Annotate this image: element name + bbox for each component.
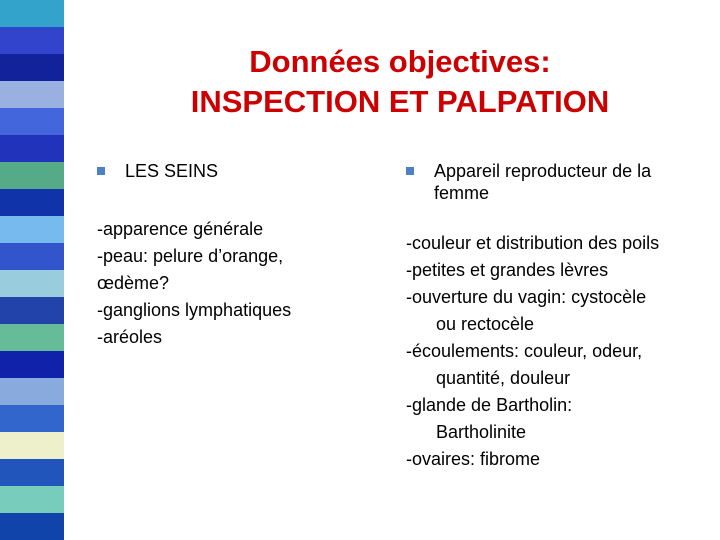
stripe-block (0, 81, 64, 108)
list-item-continuation: ou rectocèle (436, 314, 535, 334)
list-item: -ouverture du vagin: cystocèle (406, 287, 647, 307)
stripe-block (0, 432, 64, 459)
title-line-2: INSPECTION ET PALPATION (190, 84, 610, 119)
stripe-block (0, 513, 64, 540)
stripe-block (0, 378, 64, 405)
stripe-block (0, 27, 64, 54)
list-item: -ganglions lymphatiques (97, 300, 292, 320)
left-column (97, 160, 377, 351)
list-item: -glande de Bartholin: (406, 395, 573, 415)
stripe-block (0, 351, 64, 378)
stripe-block (0, 270, 64, 297)
decorative-stripe (0, 0, 64, 540)
list-item: œdème? (97, 273, 170, 293)
left-heading-row (97, 160, 377, 182)
list-item-continuation: Bartholinite (436, 422, 527, 442)
stripe-block (0, 216, 64, 243)
list-item: -aréoles (97, 327, 163, 347)
stripe-block (0, 486, 64, 513)
list-item: -peau: pelure d’orange, (97, 246, 284, 266)
list-item: -couleur et distribution des poils (406, 233, 660, 253)
left-heading: LES SEINS (125, 161, 219, 181)
right-heading-row (406, 160, 706, 204)
stripe-block (0, 324, 64, 351)
title-line-1: Données objectives: (249, 44, 551, 79)
stripe-block (0, 108, 64, 135)
list-item: -petites et grandes lèvres (406, 260, 609, 280)
square-bullet-icon (97, 167, 105, 175)
stripe-block (0, 54, 64, 81)
stripe-block (0, 243, 64, 270)
right-heading: Appareil reproducteur de la femme (434, 161, 652, 203)
list-item: -écoulements: couleur, odeur, (406, 341, 643, 361)
list-item: -apparence générale (97, 219, 264, 239)
list-item: -ovaires: fibrome (406, 449, 541, 469)
list-item-continuation: quantité, douleur (436, 368, 571, 388)
stripe-block (0, 405, 64, 432)
stripe-block (0, 189, 64, 216)
stripe-block (0, 135, 64, 162)
stripe-block (0, 297, 64, 324)
stripe-block (0, 162, 64, 189)
right-column (406, 160, 706, 473)
right-list (406, 230, 706, 473)
stripe-block (0, 459, 64, 486)
slide-title (100, 42, 700, 122)
left-list (97, 216, 377, 351)
stripe-block (0, 0, 64, 27)
square-bullet-icon (406, 167, 414, 175)
